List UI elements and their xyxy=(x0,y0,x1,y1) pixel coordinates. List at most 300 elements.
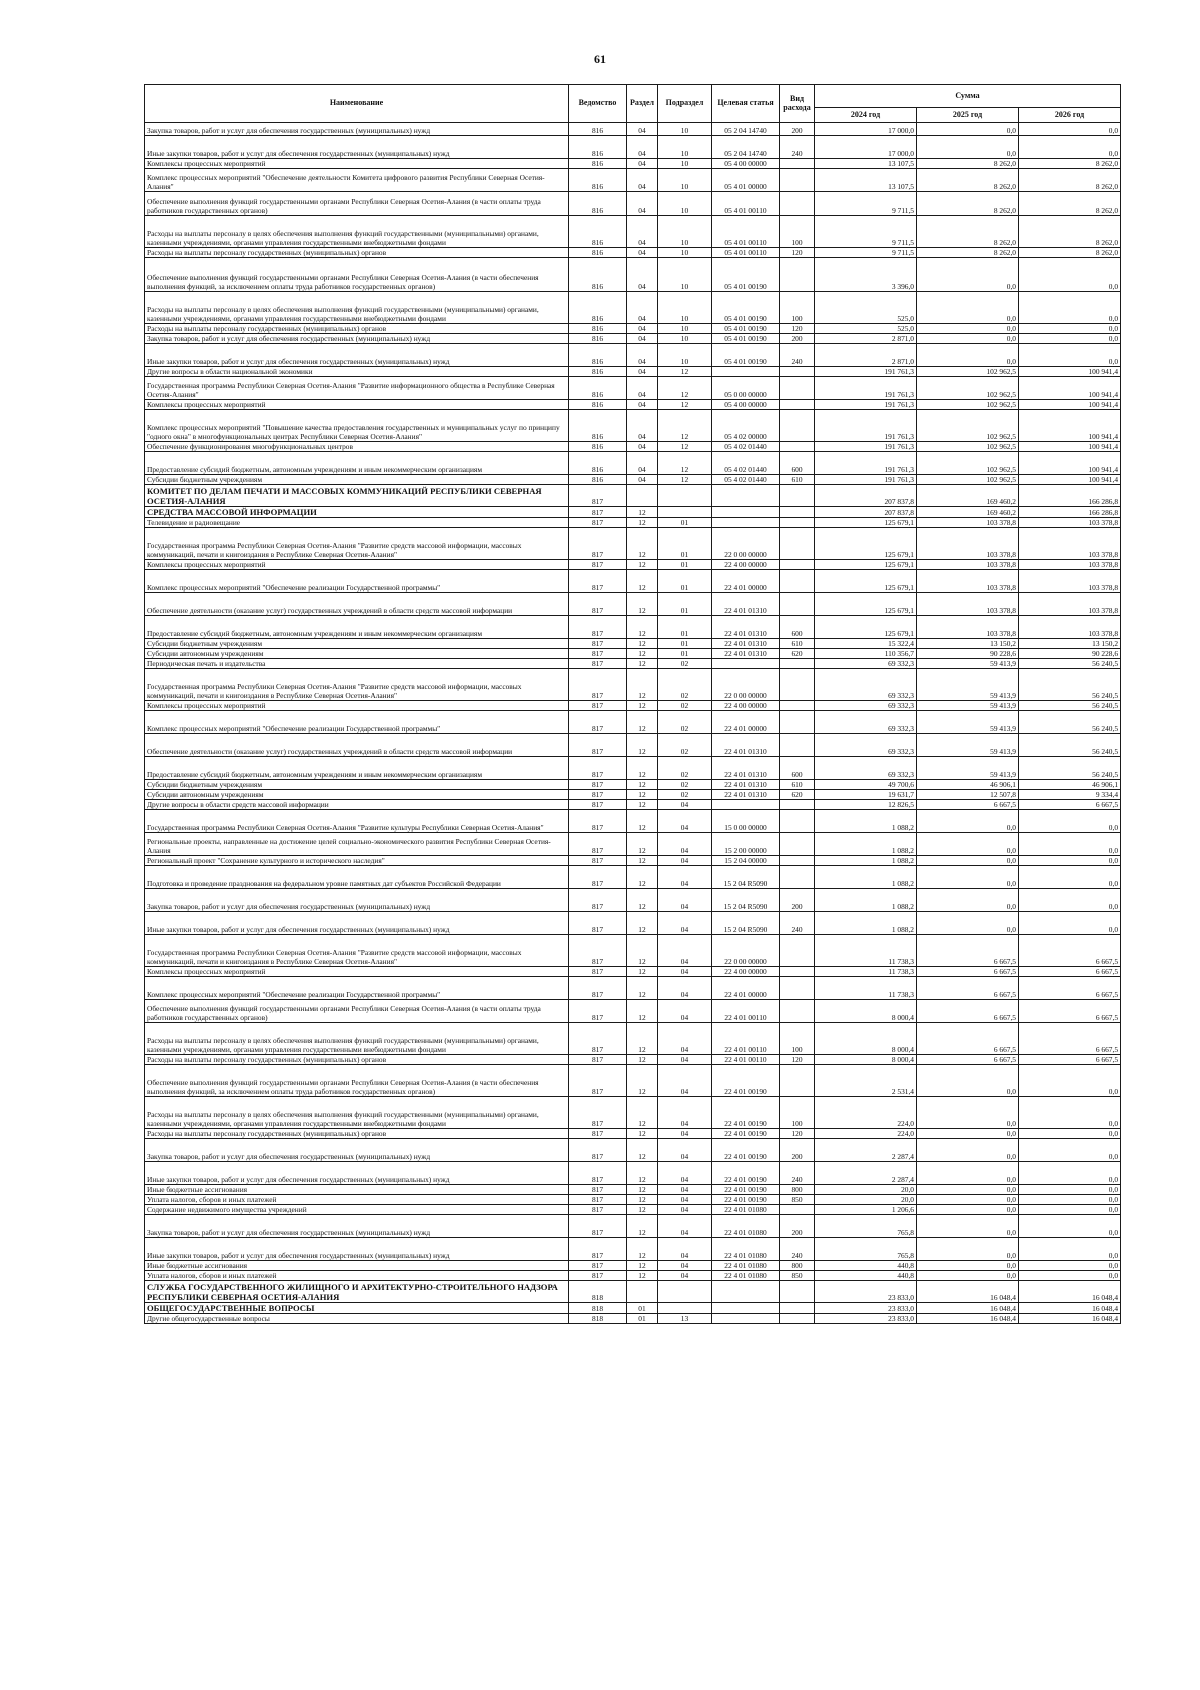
table-row xyxy=(145,1205,1121,1215)
cell-sum-2026: 100 941,4 xyxy=(1019,475,1121,485)
cell-sum-2024: 9 711,5 xyxy=(815,248,917,258)
cell-dept: 817 xyxy=(569,866,627,889)
cell-sum-2026: 0,0 xyxy=(1019,136,1121,159)
cell-sum-2026: 0,0 xyxy=(1019,1097,1121,1129)
header-section: Раздел xyxy=(627,85,658,123)
table-row xyxy=(145,1185,1121,1195)
cell-expense-type xyxy=(780,734,815,757)
table-row xyxy=(145,159,1121,169)
cell-sum-2026: 0,0 xyxy=(1019,1205,1121,1215)
cell-section: 04 xyxy=(627,136,658,159)
cell-subsection: 10 xyxy=(658,344,712,367)
cell-section: 04 xyxy=(627,344,658,367)
cell-sum-2024: 13 107,5 xyxy=(815,159,917,169)
cell-section: 12 xyxy=(627,593,658,616)
cell-sum-2025: 0,0 xyxy=(917,258,1019,292)
cell-dept: 817 xyxy=(569,757,627,780)
cell-subsection: 02 xyxy=(658,790,712,800)
cell-subsection: 10 xyxy=(658,123,712,136)
cell-name: Обеспечение деятельности (оказание услуг) государственных учреждений в области средств массовой информации xyxy=(145,734,569,757)
table-row xyxy=(145,1261,1121,1271)
cell-dept: 817 xyxy=(569,790,627,800)
cell-sum-2025: 8 262,0 xyxy=(917,248,1019,258)
cell-dept: 817 xyxy=(569,734,627,757)
cell-subsection: 10 xyxy=(658,324,712,334)
table-row xyxy=(145,833,1121,856)
cell-sum-2025: 0,0 xyxy=(917,324,1019,334)
cell-subsection: 01 xyxy=(658,593,712,616)
cell-target: 05 4 00 00000 xyxy=(712,159,780,169)
cell-sum-2026: 100 941,4 xyxy=(1019,400,1121,410)
cell-subsection: 10 xyxy=(658,258,712,292)
cell-sum-2026: 56 240,5 xyxy=(1019,669,1121,701)
cell-dept: 817 xyxy=(569,639,627,649)
cell-target: 05 0 00 00000 xyxy=(712,377,780,400)
table-row xyxy=(145,258,1121,292)
cell-sum-2025: 0,0 xyxy=(917,1129,1019,1139)
cell-subsection: 04 xyxy=(658,1261,712,1271)
cell-sum-2024: 69 332,3 xyxy=(815,711,917,734)
cell-name: Предоставление субсидий бюджетным, автономным учреждениям и иным некоммерческим организациям xyxy=(145,452,569,475)
cell-dept: 817 xyxy=(569,593,627,616)
cell-name: Расходы на выплаты персоналу в целях обеспечения выполнения функций государственными (муниципальными) органами, казенными учреждениями, органами управления государственными внебюджетными фондами xyxy=(145,1097,569,1129)
cell-sum-2025: 102 962,5 xyxy=(917,410,1019,442)
cell-sum-2025: 103 378,8 xyxy=(917,570,1019,593)
cell-section: 12 xyxy=(627,1271,658,1281)
cell-subsection: 13 xyxy=(658,1314,712,1324)
cell-expense-type: 200 xyxy=(780,123,815,136)
cell-dept: 817 xyxy=(569,977,627,1000)
table-row xyxy=(145,1281,1121,1303)
cell-sum-2026: 100 941,4 xyxy=(1019,367,1121,377)
cell-section: 04 xyxy=(627,123,658,136)
cell-target xyxy=(712,659,780,669)
cell-sum-2024: 2 531,4 xyxy=(815,1065,917,1097)
cell-target xyxy=(712,518,780,528)
cell-section: 12 xyxy=(627,528,658,560)
cell-sum-2026: 100 941,4 xyxy=(1019,442,1121,452)
cell-sum-2024: 440,8 xyxy=(815,1271,917,1281)
cell-sum-2026: 6 667,5 xyxy=(1019,935,1121,967)
cell-dept: 817 xyxy=(569,1097,627,1129)
cell-section: 12 xyxy=(627,1215,658,1238)
cell-expense-type: 600 xyxy=(780,452,815,475)
cell-section: 12 xyxy=(627,1162,658,1185)
cell-target: 22 4 01 01310 xyxy=(712,639,780,649)
cell-sum-2026: 0,0 xyxy=(1019,1195,1121,1205)
cell-sum-2025: 59 413,9 xyxy=(917,757,1019,780)
cell-target: 22 0 00 00000 xyxy=(712,669,780,701)
cell-sum-2025: 103 378,8 xyxy=(917,616,1019,639)
cell-section: 04 xyxy=(627,159,658,169)
cell-dept: 817 xyxy=(569,1195,627,1205)
cell-name: Комплексы процессных мероприятий xyxy=(145,701,569,711)
cell-sum-2025: 0,0 xyxy=(917,136,1019,159)
cell-name: Периодическая печать и издательства xyxy=(145,659,569,669)
cell-sum-2024: 191 761,3 xyxy=(815,400,917,410)
cell-target: 22 4 01 01080 xyxy=(712,1238,780,1261)
cell-sum-2026: 6 667,5 xyxy=(1019,967,1121,977)
cell-sum-2025: 8 262,0 xyxy=(917,169,1019,192)
page-number: 61 xyxy=(594,52,606,66)
header-subsection: Подраздел xyxy=(658,85,712,123)
cell-target: 22 4 00 00000 xyxy=(712,701,780,711)
table-row xyxy=(145,1314,1121,1324)
cell-target: 22 4 01 00190 xyxy=(712,1097,780,1129)
cell-subsection: 04 xyxy=(658,1162,712,1185)
cell-sum-2024: 11 738,3 xyxy=(815,967,917,977)
cell-expense-type xyxy=(780,159,815,169)
cell-sum-2024: 9 711,5 xyxy=(815,216,917,248)
cell-target: 22 4 01 01310 xyxy=(712,649,780,659)
cell-subsection xyxy=(658,1303,712,1314)
cell-sum-2025: 102 962,5 xyxy=(917,377,1019,400)
cell-name: Уплата налогов, сборов и иных платежей xyxy=(145,1271,569,1281)
cell-sum-2025: 90 228,6 xyxy=(917,649,1019,659)
cell-sum-2024: 12 826,5 xyxy=(815,800,917,810)
cell-sum-2025: 0,0 xyxy=(917,1215,1019,1238)
cell-dept: 818 xyxy=(569,1303,627,1314)
cell-section: 12 xyxy=(627,1023,658,1055)
cell-section: 12 xyxy=(627,669,658,701)
cell-sum-2026: 0,0 xyxy=(1019,344,1121,367)
cell-sum-2026: 16 048,4 xyxy=(1019,1281,1121,1303)
cell-sum-2025: 6 667,5 xyxy=(917,1055,1019,1065)
cell-name: ОБЩЕГОСУДАРСТВЕННЫЕ ВОПРОСЫ xyxy=(145,1303,569,1314)
cell-sum-2024: 191 761,3 xyxy=(815,442,917,452)
cell-name: Другие общегосударственные вопросы xyxy=(145,1314,569,1324)
table-row xyxy=(145,1271,1121,1281)
cell-section: 04 xyxy=(627,452,658,475)
cell-sum-2025: 102 962,5 xyxy=(917,400,1019,410)
cell-dept: 817 xyxy=(569,810,627,833)
cell-name: Закупка товаров, работ и услуг для обеспечения государственных (муниципальных) нужд xyxy=(145,889,569,912)
cell-name: Телевидение и радиовещание xyxy=(145,518,569,528)
cell-sum-2025: 0,0 xyxy=(917,344,1019,367)
header-year-2024: 2024 год xyxy=(815,108,917,123)
table-row xyxy=(145,367,1121,377)
cell-target: 05 4 01 00190 xyxy=(712,344,780,367)
cell-sum-2024: 17 000,0 xyxy=(815,123,917,136)
cell-sum-2026: 0,0 xyxy=(1019,1065,1121,1097)
cell-sum-2025: 16 048,4 xyxy=(917,1303,1019,1314)
cell-subsection: 12 xyxy=(658,475,712,485)
cell-sum-2024: 13 107,5 xyxy=(815,169,917,192)
cell-name: Обеспечение выполнения функций государственными органами Республики Северная Осетия-Алания (в части оплаты труда работников государственных органов) xyxy=(145,192,569,216)
cell-target: 22 4 01 01310 xyxy=(712,757,780,780)
cell-subsection: 10 xyxy=(658,216,712,248)
cell-target: 22 4 01 01310 xyxy=(712,790,780,800)
cell-sum-2025: 0,0 xyxy=(917,1261,1019,1271)
cell-expense-type xyxy=(780,1303,815,1314)
cell-name: Расходы на выплаты персоналу государственных (муниципальных) органов xyxy=(145,248,569,258)
cell-section: 04 xyxy=(627,475,658,485)
table-row xyxy=(145,570,1121,593)
cell-sum-2026: 0,0 xyxy=(1019,889,1121,912)
cell-expense-type xyxy=(780,701,815,711)
cell-subsection: 02 xyxy=(658,780,712,790)
cell-sum-2025: 16 048,4 xyxy=(917,1314,1019,1324)
table-row xyxy=(145,377,1121,400)
table-row xyxy=(145,400,1121,410)
cell-name: Расходы на выплаты персоналу государственных (муниципальных) органов xyxy=(145,1055,569,1065)
cell-subsection: 04 xyxy=(658,1215,712,1238)
cell-dept: 817 xyxy=(569,1238,627,1261)
cell-target: 05 4 02 01440 xyxy=(712,452,780,475)
cell-dept: 817 xyxy=(569,669,627,701)
cell-sum-2024: 191 761,3 xyxy=(815,452,917,475)
cell-sum-2024: 1 088,2 xyxy=(815,810,917,833)
cell-expense-type xyxy=(780,669,815,701)
cell-sum-2025: 59 413,9 xyxy=(917,711,1019,734)
cell-sum-2024: 69 332,3 xyxy=(815,757,917,780)
cell-section: 12 xyxy=(627,649,658,659)
cell-target: 22 4 01 01080 xyxy=(712,1215,780,1238)
cell-subsection: 10 xyxy=(658,136,712,159)
cell-sum-2024: 69 332,3 xyxy=(815,701,917,711)
cell-expense-type xyxy=(780,1314,815,1324)
cell-sum-2025: 102 962,5 xyxy=(917,475,1019,485)
cell-sum-2024: 440,8 xyxy=(815,1261,917,1271)
cell-section: 12 xyxy=(627,639,658,649)
cell-sum-2025: 0,0 xyxy=(917,1271,1019,1281)
cell-dept: 817 xyxy=(569,1023,627,1055)
cell-target: 22 4 01 01310 xyxy=(712,734,780,757)
cell-sum-2025: 103 378,8 xyxy=(917,518,1019,528)
table-row xyxy=(145,334,1121,344)
cell-expense-type xyxy=(780,1065,815,1097)
table-row xyxy=(145,1215,1121,1238)
cell-sum-2026: 103 378,8 xyxy=(1019,616,1121,639)
table-row xyxy=(145,800,1121,810)
cell-expense-type: 100 xyxy=(780,1023,815,1055)
cell-section: 04 xyxy=(627,216,658,248)
cell-subsection: 02 xyxy=(658,669,712,701)
cell-sum-2026: 56 240,5 xyxy=(1019,701,1121,711)
cell-name: Государственная программа Республики Северная Осетия-Алания "Развитие средств массовой информации, массовых коммуникаций, печати и книгоиздания в Республике Северная Осетия-Алания" xyxy=(145,669,569,701)
cell-sum-2024: 20,0 xyxy=(815,1195,917,1205)
cell-subsection: 04 xyxy=(658,866,712,889)
cell-sum-2025: 0,0 xyxy=(917,1097,1019,1129)
table-row xyxy=(145,1065,1121,1097)
cell-subsection: 12 xyxy=(658,400,712,410)
cell-target: 05 4 02 00000 xyxy=(712,410,780,442)
cell-expense-type: 240 xyxy=(780,344,815,367)
table-row xyxy=(145,507,1121,518)
cell-sum-2025: 169 460,2 xyxy=(917,507,1019,518)
cell-sum-2024: 191 761,3 xyxy=(815,475,917,485)
cell-target: 05 4 01 00190 xyxy=(712,258,780,292)
cell-sum-2026: 103 378,8 xyxy=(1019,570,1121,593)
cell-sum-2024: 1 088,2 xyxy=(815,912,917,935)
cell-expense-type: 240 xyxy=(780,136,815,159)
cell-expense-type: 100 xyxy=(780,1097,815,1129)
cell-subsection: 01 xyxy=(658,560,712,570)
cell-sum-2026: 103 378,8 xyxy=(1019,518,1121,528)
cell-name: КОМИТЕТ ПО ДЕЛАМ ПЕЧАТИ И МАССОВЫХ КОММУНИКАЦИЙ РЕСПУБЛИКИ СЕВЕРНАЯ ОСЕТИЯ-АЛАНИЯ xyxy=(145,485,569,507)
cell-name: Комплексы процессных мероприятий xyxy=(145,400,569,410)
cell-expense-type: 610 xyxy=(780,639,815,649)
cell-name: Расходы на выплаты персоналу государственных (муниципальных) органов xyxy=(145,324,569,334)
cell-name: Закупка товаров, работ и услуг для обеспечения государственных (муниципальных) нужд xyxy=(145,1139,569,1162)
cell-sum-2024: 125 679,1 xyxy=(815,560,917,570)
cell-sum-2026: 100 941,4 xyxy=(1019,377,1121,400)
cell-name: СЛУЖБА ГОСУДАРСТВЕННОГО ЖИЛИЩНОГО И АРХИТЕКТУРНО-СТРОИТЕЛЬНОГО НАДЗОРА РЕСПУБЛИКИ СЕВЕРНАЯ ОСЕТИЯ-АЛАНИЯ xyxy=(145,1281,569,1303)
cell-expense-type xyxy=(780,507,815,518)
cell-target: 05 2 04 14740 xyxy=(712,123,780,136)
table-body xyxy=(145,123,1121,1324)
cell-sum-2025: 0,0 xyxy=(917,889,1019,912)
cell-name: Обеспечение выполнения функций государственными органами Республики Северная Осетия-Алания (в части обеспечения выполнения функций, за исключением оплаты труда работников государственных органов) xyxy=(145,1065,569,1097)
cell-dept: 817 xyxy=(569,967,627,977)
cell-sum-2026: 6 667,5 xyxy=(1019,1055,1121,1065)
cell-sum-2026: 46 906,1 xyxy=(1019,780,1121,790)
cell-sum-2026: 0,0 xyxy=(1019,334,1121,344)
cell-dept: 816 xyxy=(569,367,627,377)
cell-name: Другие вопросы в области национальной экономики xyxy=(145,367,569,377)
cell-name: Иные закупки товаров, работ и услуг для обеспечения государственных (муниципальных) нужд xyxy=(145,344,569,367)
table-row xyxy=(145,616,1121,639)
table-row xyxy=(145,1195,1121,1205)
cell-name: Комплекс процессных мероприятий "Обеспечение реализации Государственной программы" xyxy=(145,977,569,1000)
cell-dept: 817 xyxy=(569,889,627,912)
cell-subsection: 04 xyxy=(658,1000,712,1023)
cell-subsection: 12 xyxy=(658,367,712,377)
cell-target: 05 4 02 01440 xyxy=(712,442,780,452)
cell-sum-2025: 0,0 xyxy=(917,856,1019,866)
table-row xyxy=(145,1162,1121,1185)
cell-section: 12 xyxy=(627,833,658,856)
table-row xyxy=(145,935,1121,967)
budget-table xyxy=(144,84,1121,1324)
cell-sum-2025: 0,0 xyxy=(917,810,1019,833)
cell-expense-type xyxy=(780,967,815,977)
cell-expense-type: 120 xyxy=(780,1129,815,1139)
cell-name: Государственная программа Республики Северная Осетия-Алания "Развитие средств массовой информации, массовых коммуникаций, печати и книгоиздания в Республике Северная Осетия-Алания" xyxy=(145,935,569,967)
cell-dept: 816 xyxy=(569,377,627,400)
cell-sum-2024: 9 711,5 xyxy=(815,192,917,216)
cell-subsection xyxy=(658,507,712,518)
header-target: Целевая статья xyxy=(712,85,780,123)
cell-name: Закупка товаров, работ и услуг для обеспечения государственных (муниципальных) нужд xyxy=(145,123,569,136)
cell-section: 12 xyxy=(627,912,658,935)
cell-sum-2025: 6 667,5 xyxy=(917,800,1019,810)
cell-sum-2024: 69 332,3 xyxy=(815,659,917,669)
table-row xyxy=(145,790,1121,800)
cell-sum-2025: 0,0 xyxy=(917,1139,1019,1162)
cell-sum-2026: 0,0 xyxy=(1019,1162,1121,1185)
cell-name: Государственная программа Республики Северная Осетия-Алания "Развитие средств массовой информации, массовых коммуникаций, печати и книгоиздания в Республике Северная Осетия-Алания" xyxy=(145,528,569,560)
cell-sum-2024: 2 871,0 xyxy=(815,344,917,367)
cell-sum-2026: 56 240,5 xyxy=(1019,659,1121,669)
cell-sum-2024: 765,8 xyxy=(815,1238,917,1261)
cell-target xyxy=(712,485,780,507)
cell-target: 22 0 00 00000 xyxy=(712,528,780,560)
cell-subsection: 10 xyxy=(658,292,712,324)
cell-name: Расходы на выплаты персоналу государственных (муниципальных) органов xyxy=(145,1129,569,1139)
cell-sum-2025: 0,0 xyxy=(917,866,1019,889)
cell-expense-type: 240 xyxy=(780,1162,815,1185)
cell-sum-2025: 0,0 xyxy=(917,1238,1019,1261)
cell-target xyxy=(712,800,780,810)
table-row xyxy=(145,593,1121,616)
cell-sum-2026: 103 378,8 xyxy=(1019,560,1121,570)
cell-section: 04 xyxy=(627,192,658,216)
cell-sum-2024: 1 088,2 xyxy=(815,833,917,856)
cell-subsection: 12 xyxy=(658,377,712,400)
cell-sum-2024: 8 000,4 xyxy=(815,1023,917,1055)
cell-target: 22 4 01 00190 xyxy=(712,1129,780,1139)
table-row xyxy=(145,169,1121,192)
cell-dept: 816 xyxy=(569,192,627,216)
cell-sum-2024: 207 837,8 xyxy=(815,507,917,518)
cell-subsection: 04 xyxy=(658,1097,712,1129)
cell-sum-2026: 6 667,5 xyxy=(1019,1023,1121,1055)
cell-sum-2024: 125 679,1 xyxy=(815,528,917,560)
cell-target: 22 4 01 01310 xyxy=(712,780,780,790)
cell-expense-type xyxy=(780,192,815,216)
cell-sum-2025: 6 667,5 xyxy=(917,1023,1019,1055)
cell-target: 22 4 01 01310 xyxy=(712,593,780,616)
cell-dept: 817 xyxy=(569,528,627,560)
cell-expense-type: 120 xyxy=(780,324,815,334)
cell-name: Подготовка и проведение празднования на федеральном уровне памятных дат субъектов Российской Федерации xyxy=(145,866,569,889)
cell-sum-2025: 102 962,5 xyxy=(917,442,1019,452)
header-expense-type: Вид расхода xyxy=(780,85,815,123)
cell-sum-2025: 6 667,5 xyxy=(917,977,1019,1000)
cell-name: Иные бюджетные ассигнования xyxy=(145,1261,569,1271)
cell-sum-2026: 166 286,8 xyxy=(1019,507,1121,518)
cell-sum-2026: 8 262,0 xyxy=(1019,248,1121,258)
cell-expense-type xyxy=(780,659,815,669)
cell-name: Комплексы процессных мероприятий xyxy=(145,967,569,977)
cell-section: 04 xyxy=(627,367,658,377)
cell-section: 04 xyxy=(627,377,658,400)
cell-subsection: 04 xyxy=(658,935,712,967)
cell-name: Уплата налогов, сборов и иных платежей xyxy=(145,1195,569,1205)
cell-expense-type: 200 xyxy=(780,334,815,344)
cell-expense-type xyxy=(780,856,815,866)
cell-expense-type xyxy=(780,810,815,833)
cell-subsection: 02 xyxy=(658,659,712,669)
cell-expense-type xyxy=(780,518,815,528)
cell-dept: 817 xyxy=(569,570,627,593)
cell-dept: 816 xyxy=(569,123,627,136)
header-dept: Ведомство xyxy=(569,85,627,123)
table-row xyxy=(145,967,1121,977)
cell-sum-2025: 13 150,2 xyxy=(917,639,1019,649)
cell-target: 22 4 01 00000 xyxy=(712,977,780,1000)
cell-sum-2024: 224,0 xyxy=(815,1129,917,1139)
cell-sum-2024: 191 761,3 xyxy=(815,377,917,400)
cell-sum-2026: 8 262,0 xyxy=(1019,216,1121,248)
cell-section: 12 xyxy=(627,518,658,528)
cell-expense-type: 620 xyxy=(780,649,815,659)
cell-sum-2024: 125 679,1 xyxy=(815,593,917,616)
cell-section: 12 xyxy=(627,977,658,1000)
cell-name: Предоставление субсидий бюджетным, автономным учреждениям и иным некоммерческим организациям xyxy=(145,757,569,780)
cell-expense-type: 100 xyxy=(780,292,815,324)
cell-sum-2026: 8 262,0 xyxy=(1019,192,1121,216)
cell-expense-type xyxy=(780,866,815,889)
cell-subsection: 04 xyxy=(658,1023,712,1055)
cell-target: 05 4 01 00110 xyxy=(712,192,780,216)
header-name: Наименование xyxy=(145,85,569,123)
cell-dept: 816 xyxy=(569,334,627,344)
cell-sum-2024: 525,0 xyxy=(815,324,917,334)
cell-sum-2025: 169 460,2 xyxy=(917,485,1019,507)
cell-section: 12 xyxy=(627,616,658,639)
